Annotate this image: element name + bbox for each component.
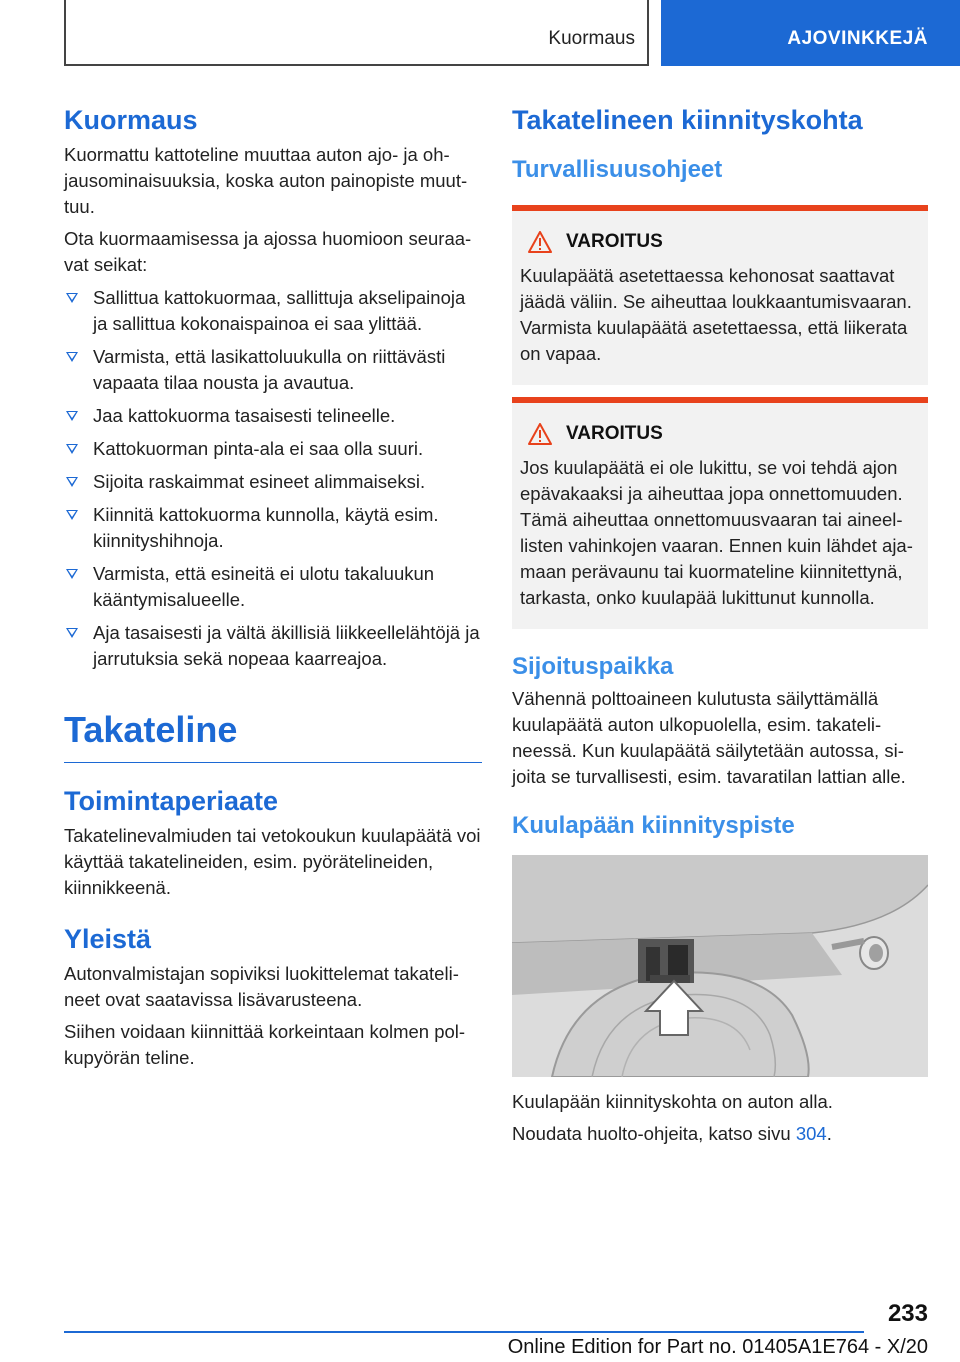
warning-triangle-icon xyxy=(528,231,552,253)
warning-text: Jos kuulapäätä ei ole lukittu, se voi tehdä ajon epävakaaksi ja aiheuttaa jopa onnettomuuden. Tämä aiheuttaa onnettomuusvaaran tai aineellisten vahinkojen vaaran. Ennen kuin lähdet ajamaan perävaunu tai kuormateline kiinnitettynä, tarkasta, onko kuulapää lukittunut kunnolla. xyxy=(520,457,913,609)
yleista-heading: Yleistä xyxy=(64,923,152,954)
footer-divider xyxy=(64,1331,864,1333)
list-item: Kattokuorman pinta-ala ei saa olla suuri. xyxy=(64,436,482,462)
warning-label: VAROITUS xyxy=(566,423,663,445)
yleista-paragraph-1: Autonvalmistajan sopiviksi luokittelemat takatelineet ovat saatavissa lisävarusteena. xyxy=(64,963,459,1011)
warning-header xyxy=(528,423,920,445)
sijoituspaikka-heading: Sijoituspaikka xyxy=(512,653,674,681)
header-section-title: Kuormaus xyxy=(548,28,635,49)
warning-label: VAROITUS xyxy=(566,231,663,253)
warning-header xyxy=(528,231,920,253)
turvallisuusohjeet-heading: Turvallisuusohjeet xyxy=(512,156,723,184)
kiinnityskohta-heading: Takatelineen kiinnityskohta xyxy=(512,105,863,135)
header-chapter-tab[interactable] xyxy=(661,0,960,66)
kuormaus-heading: Kuormaus xyxy=(64,105,198,135)
list-item: Sallittua kattokuormaa, sallittuja akselipainoja ja sallittua kokonaispainoa ei saa ylittää. xyxy=(64,285,482,337)
header-section-box xyxy=(64,0,649,66)
list-item: Varmista, että lasikattoluukulla on riittävästi vapaata tilaa nousta ja avautua. xyxy=(64,344,482,396)
kiinnityspiste-heading: Kuulapään kiinnityspiste xyxy=(512,811,795,839)
triangle-bullet-icon xyxy=(66,477,78,487)
page-reference-link[interactable]: 304 xyxy=(795,1122,827,1144)
triangle-bullet-icon xyxy=(66,293,78,303)
list-item: Sijoita raskaimmat esineet alimmaiseksi. xyxy=(64,469,482,495)
service-reference: Noudata huolto-ohjeita, katso sivu 304. xyxy=(512,1122,832,1144)
triangle-bullet-icon xyxy=(66,510,78,520)
list-item: Aja tasaisesti ja vältä äkillisiä liikkeellelähtöjä ja jarrutuksia sekä nopeaa kaarreajoa. xyxy=(64,620,482,672)
kuormaus-paragraph-1: Kuormattu kattoteline muuttaa auton ajo- ja ohjausominaisuuksia, koska auton painopiste muuttuu. xyxy=(64,144,468,218)
list-item: Varmista, että esineitä ei ulotu takaluukun kääntymisalueelle. xyxy=(64,561,482,613)
kuormaus-bullet-list xyxy=(64,285,482,672)
toimintaperiaate-paragraph: Takatelinevalmiuden tai vetokoukun kuulapäätä voi käyttää takatelineiden, esim. pyörätelineiden, kiinnikkeenä. xyxy=(64,824,481,898)
takateline-heading: Takateline xyxy=(64,709,238,751)
car-underside-illustration xyxy=(512,855,928,1077)
triangle-bullet-icon xyxy=(66,444,78,454)
footer-edition-text: Online Edition for Part no. 01405A1E764 - X/20 xyxy=(507,1336,928,1358)
warning-box xyxy=(512,397,928,629)
triangle-bullet-icon xyxy=(66,411,78,421)
yleista-paragraph-2: Siihen voidaan kiinnittää korkeintaan kolmen polkupyörän teline. xyxy=(64,1021,466,1069)
tow-ball-mount-illustration xyxy=(512,855,928,1077)
page-number: 233 xyxy=(887,1300,928,1327)
header-chapter-title: AJOVINKKEJÄ xyxy=(787,28,928,49)
triangle-bullet-icon xyxy=(66,628,78,638)
right-column xyxy=(512,100,928,1147)
list-item: Jaa kattokuorma tasaisesti telineelle. xyxy=(64,403,482,429)
warning-triangle-icon xyxy=(528,423,552,445)
triangle-bullet-icon xyxy=(66,569,78,579)
sijoituspaikka-paragraph: Vähennä polttoaineen kulutusta säilyttämällä kuulapäätä auton ulkopuolella, esim. takatelineessä. Kun kuulapäätä säilytetään autossa, sijoita se turvallisesti, esim. tavaratilan lattian alle. xyxy=(512,687,906,787)
warning-box xyxy=(512,205,928,385)
list-item: Kiinnitä kattokuorma kunnolla, käytä esim. kiinnityshihnoja. xyxy=(64,502,482,554)
warning-text: Kuulapäätä asetettaessa kehonosat saattavat jäädä väliin. Se aiheuttaa loukkaantumisvaaran. Varmista kuulapäätä asetettaessa, että liikerata on vapaa. xyxy=(520,265,912,365)
kuormaus-paragraph-2: Ota kuormaamisessa ja ajossa huomioon seuraavat seikat: xyxy=(64,228,472,276)
left-column xyxy=(64,100,482,1071)
illustration-caption: Kuulapään kiinnityskohta on auton alla. xyxy=(512,1090,833,1112)
heading-divider xyxy=(64,762,482,763)
toimintaperiaate-heading: Toimintaperiaate xyxy=(64,785,279,816)
triangle-bullet-icon xyxy=(66,352,78,362)
